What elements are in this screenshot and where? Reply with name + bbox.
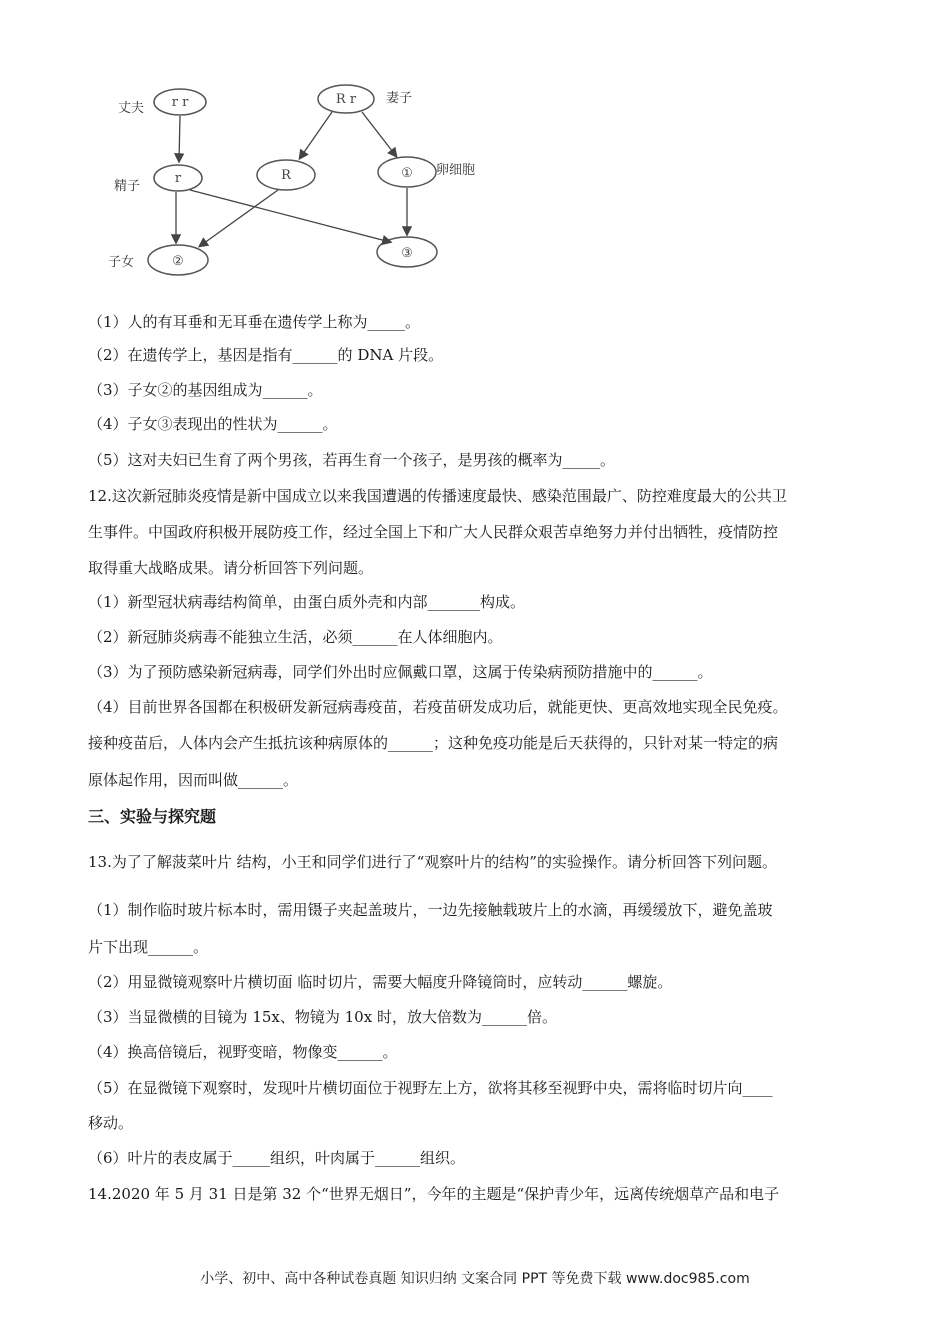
wife-genotype: R r (335, 92, 357, 107)
q13-sub5-line2: 移动。 (88, 1114, 134, 1132)
q11-sub2: （2）在遗传学上，基因是指有______的 DNA 片段。 (88, 346, 444, 364)
arrow-wife-egg (362, 112, 396, 156)
arrow-sperm-child3 (190, 190, 390, 242)
genetics-diagram (100, 78, 500, 288)
husband-label: 丈夫 (118, 101, 145, 116)
q12-stem-line2: 生事件。中国政府积极开展防疫工作，经过全国上下和广大人民群众艰苦卓绝努力并付出牺牲，疫情防控 (88, 523, 779, 541)
page-footer: 小学、初中、高中各种试卷真题 知识归纳 文案合同 PPT 等免费下载 www.doc985.com (200, 1271, 750, 1287)
q12-sub4-line1: （4）目前世界各国都在积极研发新冠病毒疫苗，若疫苗研发成功后，就能更快、更高效地实现全民免疫。 (88, 698, 788, 716)
sperm-gene: r (174, 171, 182, 186)
q11-sub4: （4）子女③表现出的性状为______。 (88, 415, 338, 433)
q11-sub3: （3）子女②的基因组成为______。 (88, 381, 323, 399)
wife-label: 妻子 (386, 91, 413, 106)
section-title: 三、实验与探究题 (88, 807, 217, 826)
q13-sub5-line1: （5）在显微镜下观察时，发现叶片横切面位于视野左上方，欲将其移至视野中央，需将临时切片向____ (88, 1079, 773, 1097)
child3-marker: ③ (401, 246, 413, 261)
q14-stem: 14.2020 年 5 月 31 日是第 32 个“世界无烟日”，今年的主题是“保护青少年，远离传统烟草产品和电子 (88, 1185, 780, 1203)
sperm-label: 精子 (114, 179, 141, 194)
q13-sub2: （2）用显微镜观察叶片横切面 临时切片，需要大幅度升降镜筒时，应转动______螺旋。 (88, 973, 673, 991)
q13-sub6: （6）叶片的表皮属于_____组织，叶肉属于______组织。 (88, 1149, 466, 1167)
q13-sub3: （3）当显微横的目镜为 15x、物镜为 10x 时，放大倍数为______倍。 (88, 1008, 557, 1026)
q12-stem-line3: 取得重大战略成果。请分析回答下列问题。 (88, 559, 374, 577)
q12-sub4-line2: 接种疫苗后，人体内会产生抵抗该种病原体的______；这种免疫功能是后天获得的，只针对某一特定的病 (88, 734, 779, 752)
q13-sub1-line2: 片下出现______。 (88, 938, 209, 956)
q11-sub5: （5）这对夫妇已生育了两个男孩，若再生育一个孩子，是男孩的概率为_____。 (88, 451, 616, 469)
husband-genotype: r r (171, 95, 189, 110)
q12-stem-line1: 12.这次新冠肺炎疫情是新中国成立以来我国遭遇的传播速度最快、感染范围最广、防控难度最大的公共卫 (88, 487, 787, 505)
q11-sub1: （1）人的有耳垂和无耳垂在遗传学上称为_____。 (88, 313, 421, 331)
arrow-wife-R (300, 112, 332, 158)
q13-stem: 13.为了了解菠菜叶片 结构，小王和同学们进行了“观察叶片的结构”的实验操作。请分析回答下列问题。 (88, 853, 777, 871)
q13-sub4: （4）换高倍镜后，视野变暗，物像变______。 (88, 1043, 398, 1061)
q12-sub2: （2）新冠肺炎病毒不能独立生活，必须______在人体细胞内。 (88, 628, 503, 646)
q13-sub1-line1: （1）制作临时玻片标本时，需用镊子夹起盖玻片，一边先接触载玻片上的水滴，再缓缓放下，避免盖玻 (88, 901, 773, 919)
inheritance-chart (100, 78, 500, 288)
children-label: 子女 (108, 255, 135, 270)
egg-label: 卵细胞 (436, 163, 476, 178)
wife-gamete: R (281, 168, 291, 183)
q12-sub1: （1）新型冠状病毒结构简单，由蛋白质外壳和内部_______构成。 (88, 593, 526, 611)
child2-marker: ② (172, 254, 184, 269)
arrow-husband-sperm (179, 116, 180, 161)
arrow-R-child2 (200, 190, 278, 246)
q12-sub3: （3）为了预防感染新冠病毒，同学们外出时应佩戴口罩，这属于传染病预防措施中的______。 (88, 663, 713, 681)
egg-marker: ① (401, 166, 413, 181)
q12-sub4-line3: 原体起作用，因而叫做______。 (88, 771, 299, 789)
